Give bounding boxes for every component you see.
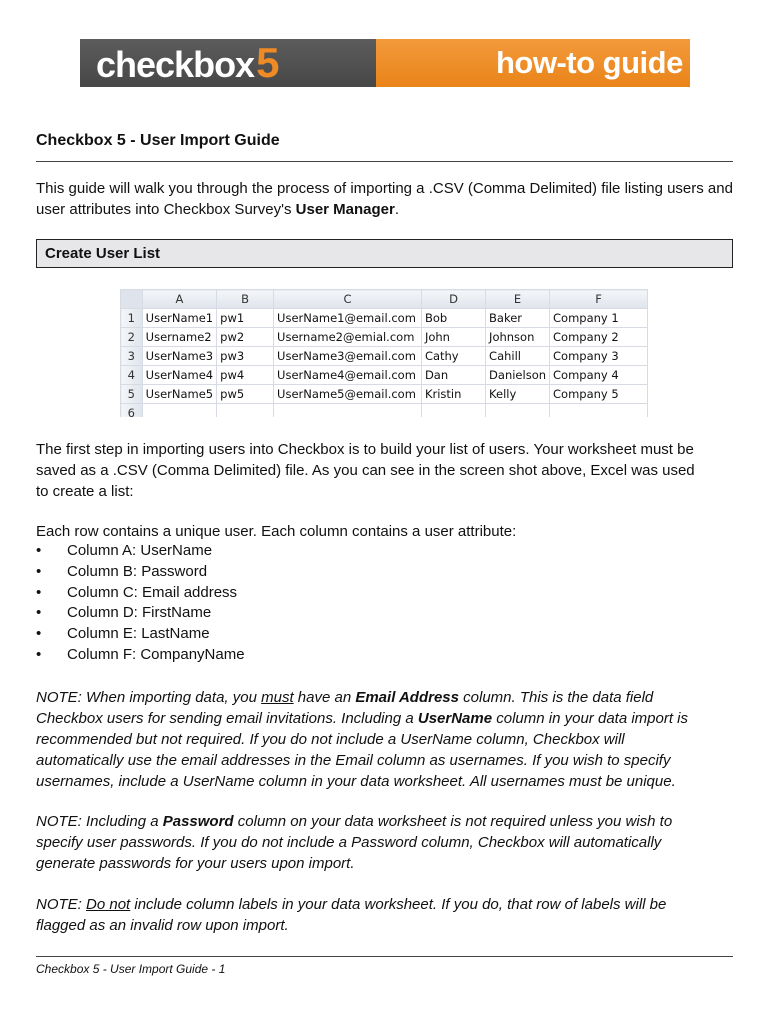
cell: Danielson: [486, 366, 550, 385]
note1-text-b: have an: [293, 689, 356, 706]
column-header: D: [421, 290, 485, 309]
note2-text-a: NOTE: Including a: [36, 813, 163, 830]
cell: Cathy: [421, 347, 485, 366]
bullet: •: [36, 583, 42, 601]
cell: UserName3: [142, 347, 216, 366]
page-title: Checkbox 5 - User Import Guide: [36, 132, 280, 149]
logo-text: checkbox: [96, 44, 255, 85]
row-number: 6: [121, 404, 143, 418]
cell: Company 4: [550, 366, 648, 385]
intro-end: .: [394, 201, 400, 218]
list-item: [36, 624, 245, 645]
table-row: [121, 385, 648, 404]
note2-text-b: column on your data worksheet is not required unless you wish to specify user passwords. If you do not include a Password column, Checkbox will automatically generate passwords for your users upon import.: [36, 813, 673, 872]
cell: Bob: [421, 309, 485, 328]
note3-text-a: NOTE:: [36, 896, 87, 913]
column-header: E: [486, 290, 550, 309]
column-header: B: [217, 290, 274, 309]
cell: pw3: [217, 347, 274, 366]
cell: pw4: [217, 366, 274, 385]
list-item: [36, 541, 245, 562]
list-item-text: Column B: Password: [67, 562, 208, 580]
table-row: [121, 366, 648, 385]
intro-text: This guide will walk you through the process of importing a .CSV (Comma Delimited) file listing users and user attributes into Checkbox Survey's: [36, 180, 733, 218]
note1-bold-email: Email Address: [355, 689, 459, 706]
table-row: [121, 328, 648, 347]
list-item: [36, 645, 245, 666]
cell: UserName5: [142, 385, 216, 404]
banner-brand-panel: [80, 39, 376, 87]
row-number: 1: [121, 309, 143, 328]
cell: [550, 404, 648, 418]
step1-paragraph: The first step in importing users into Checkbox is to build your list of users. Your worksheet must be saved as a .CSV (Comma Delimited) file. As you can see in the screen shot above, Excel was used to create a list:: [36, 441, 695, 500]
column-list: [36, 541, 245, 666]
note1-underline: must: [261, 689, 294, 706]
cell: Company 5: [550, 385, 648, 404]
title-divider: [36, 161, 733, 162]
cell: [142, 404, 216, 418]
rows-intro: Each row contains a unique user. Each column contains a user attribute:: [36, 523, 517, 540]
note1-bold-username: UserName: [417, 710, 493, 727]
column-header: F: [550, 290, 648, 309]
column-header: A: [142, 290, 216, 309]
section-heading: Create User List: [45, 245, 161, 262]
checkbox-logo: [96, 41, 278, 87]
cell: UserName1: [142, 309, 216, 328]
spreadsheet-grid: [120, 289, 648, 417]
list-item: [36, 562, 245, 583]
bullet: •: [36, 625, 42, 643]
intro-bold: User Manager: [295, 201, 395, 218]
cell: John: [421, 328, 485, 347]
banner-subtitle-panel: [376, 39, 690, 87]
cell: [486, 404, 550, 418]
page-footer: Checkbox 5 - User Import Guide - 1: [36, 962, 226, 976]
cell: UserName4: [142, 366, 216, 385]
cell: pw2: [217, 328, 274, 347]
list-item: [36, 603, 245, 624]
row-number: 5: [121, 385, 143, 404]
cell: [421, 404, 485, 418]
cell: UserName1@email.com: [274, 309, 422, 328]
bullet: •: [36, 562, 42, 580]
note1-text-a: NOTE: When importing data, you: [36, 689, 262, 706]
column-header: C: [274, 290, 422, 309]
table-row: [121, 309, 648, 328]
note1-text-d: column in your data import is recommended but not required. If you do not include a UserName column, Checkbox will automatically use the email addresses in the Email column as usernames. If you wish to specify usernames, include a UserName column in your data worksheet. All usernames must be unique.: [36, 710, 689, 790]
cell: [217, 404, 274, 418]
table-row: [121, 347, 648, 366]
note1-text-c: column. This is the data field Checkbox users for sending email invitations. Including a: [36, 689, 654, 727]
row-number: 3: [121, 347, 143, 366]
spreadsheet-screenshot: [120, 289, 648, 417]
cell: UserName4@email.com: [274, 366, 422, 385]
cell: Kristin: [421, 385, 485, 404]
banner-subtitle: how-to guide: [496, 45, 683, 80]
section-header: [36, 239, 733, 268]
cell: Kelly: [486, 385, 550, 404]
bullet: •: [36, 604, 42, 622]
table-row: [121, 404, 648, 418]
how-to-guide-banner: [80, 39, 690, 87]
corner-cell: [121, 290, 143, 309]
cell: UserName3@email.com: [274, 347, 422, 366]
cell: pw5: [217, 385, 274, 404]
cell: Cahill: [486, 347, 550, 366]
list-item-text: Column A: UserName: [67, 542, 213, 559]
row-number: 4: [121, 366, 143, 385]
cell: [274, 404, 422, 418]
cell: pw1: [217, 309, 274, 328]
list-item-text: Column F: CompanyName: [67, 645, 245, 663]
cell: Johnson: [486, 328, 550, 347]
note-column-labels: [36, 894, 701, 936]
bullet: •: [36, 542, 42, 559]
cell: Dan: [421, 366, 485, 385]
list-item-text: Column C: Email address: [67, 583, 238, 601]
cell: Baker: [486, 309, 550, 328]
bullet: •: [36, 645, 42, 663]
cell: Company 2: [550, 328, 648, 347]
cell: Username2@emial.com: [274, 328, 422, 347]
cell: Company 3: [550, 347, 648, 366]
note-email-address: [36, 687, 706, 792]
footer-divider: [36, 956, 733, 957]
intro-paragraph: [36, 178, 736, 220]
cell: Username2: [142, 328, 216, 347]
list-item-text: Column D: FirstName: [67, 604, 212, 622]
note2-bold-password: Password: [162, 813, 234, 830]
list-item-text: Column E: LastName: [67, 625, 210, 643]
note3-underline: Do not: [86, 896, 131, 913]
note3-text-b: include column labels in your data worksheet. If you do, that row of labels will be flagged as an invalid row upon import.: [36, 896, 667, 934]
note-password: [36, 811, 706, 874]
list-item: [36, 583, 245, 604]
logo-version: 5: [256, 39, 279, 86]
cell: Company 1: [550, 309, 648, 328]
cell: UserName5@email.com: [274, 385, 422, 404]
row-number: 2: [121, 328, 143, 347]
